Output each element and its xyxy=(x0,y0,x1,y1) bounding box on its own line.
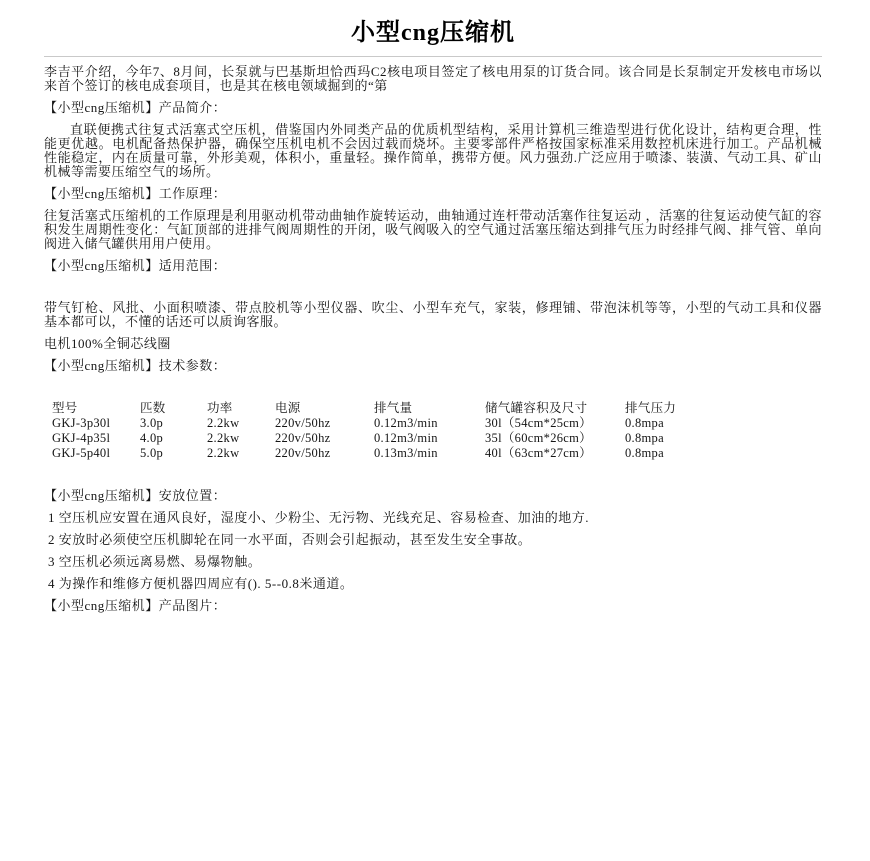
table-cell: 0.8mpa xyxy=(625,416,664,430)
section-heading-placement: 【小型cng压缩机】安放位置： xyxy=(44,488,227,503)
table-cell: 4.0p xyxy=(140,431,164,445)
table-cell: 0.12m3/min xyxy=(374,431,438,445)
section-heading-product-images: 【小型cng压缩机】产品图片： xyxy=(44,598,227,613)
table-cell: 0.13m3/min xyxy=(374,446,438,460)
table-header-row xyxy=(52,401,745,416)
table-cell: 220v/50hz xyxy=(275,416,331,430)
table-cell: 40l（63cm*27cm） xyxy=(485,446,592,460)
column-header-tank: 储气罐容积及尺寸 xyxy=(485,401,588,415)
table-cell: 2.2kw xyxy=(207,446,240,460)
column-header-pressure: 排气压力 xyxy=(625,401,677,415)
page-title: 小型cng压缩机 xyxy=(351,20,515,46)
document-page xyxy=(0,19,870,613)
table-cell: 220v/50hz xyxy=(275,446,331,460)
column-header-displacement: 排气量 xyxy=(374,401,413,415)
application-scope-paragraph: 带气钉枪、风批、小面积喷漆、带点胶机等小型仪器、吹尘、小型车充气，家装，修理铺、带泡沫机等等，小型的气动工具和仪器基本都可以，不懂的话还可以质询客服。 xyxy=(44,300,822,329)
table-row xyxy=(52,431,745,446)
table-cell: GKJ-3p30l xyxy=(52,416,111,430)
table-cell: 2.2kw xyxy=(207,431,240,445)
table-cell: 2.2kw xyxy=(207,416,240,430)
table-row xyxy=(52,446,745,461)
section-heading-product-intro: 【小型cng压缩机】产品简介： xyxy=(44,100,227,115)
column-header-model: 型号 xyxy=(52,401,78,415)
divider xyxy=(44,56,822,57)
table-cell: GKJ-4p35l xyxy=(52,431,111,445)
product-intro-paragraph: 直联便携式往复式活塞式空压机，借鉴国内外同类产品的优质机型结构，采用计算机三维造型进行优化设计，结构更合理，性能更优越。电机配备热保护器，确保空压机电机不会因过载而烧坏。主要零部件严格按国家标准采用数控机床进行加工。产品机械性能稳定，内在质量可靠，外形美观，体积小，重量轻。操作简单，携带方便。风力强劲.广泛应用于喷漆、装潢、气动工具、矿山机械等需要压缩空气的场所。 xyxy=(44,122,822,179)
column-header-power: 功率 xyxy=(207,401,233,415)
table-cell: 0.8mpa xyxy=(625,431,664,445)
intro-paragraph: 李吉平介绍，今年7、8月间，长泵就与巴基斯坦恰西玛C2核电项目签定了核电用泵的订货合同。该合同是长泵制定开发核电市场以来首个签订的核电成套项目，也是其在核电领域掘到的“第 xyxy=(44,64,822,93)
table-cell: 220v/50hz xyxy=(275,431,331,445)
column-header-supply: 电源 xyxy=(275,401,301,415)
table-cell: 30l（54cm*25cm） xyxy=(485,416,592,430)
section-heading-working-principle: 【小型cng压缩机】工作原理： xyxy=(44,186,227,201)
placement-item-2: 2 安放时必须使空压机脚轮在同一水平面，否则会引起振动，甚至发生安全事故。 xyxy=(48,532,532,547)
column-header-horsepower: 匹数 xyxy=(140,401,166,415)
working-principle-paragraph: 往复活塞式压缩机的工作原理是利用驱动机带动曲轴作旋转运动，曲轴通过连杆带动活塞作往复运动 ，活塞的往复运动使气缸的容积发生周期性变化：气缸顶部的进排气阀周期性的开闭，吸气阀吸入的空气通过活塞压缩达到排气压力时经排气阀、排气管、单向阀进入储气罐供用用户使用。 xyxy=(44,208,822,251)
table-cell: 3.0p xyxy=(140,416,164,430)
placement-item-4: 4 为操作和维修方便机器四周应有(). 5--0.8米通道。 xyxy=(48,576,354,591)
section-heading-application-scope: 【小型cng压缩机】适用范围： xyxy=(44,258,227,273)
table-cell: 5.0p xyxy=(140,446,164,460)
placement-item-3: 3 空压机必须远离易燃、易爆物触。 xyxy=(48,554,262,569)
section-heading-tech-params: 【小型cng压缩机】技术参数： xyxy=(44,358,227,373)
motor-note: 电机100%全铜芯线圈 xyxy=(44,336,171,351)
table-cell: GKJ-5p40l xyxy=(52,446,111,460)
placement-item-1: 1 空压机应安置在通风良好，湿度小、少粉尘、无污物、光线充足、容易检查、加油的地方. xyxy=(48,510,590,525)
table-cell: 35l（60cm*26cm） xyxy=(485,431,592,445)
table-cell: 0.12m3/min xyxy=(374,416,438,430)
table-row xyxy=(52,416,745,431)
spec-table xyxy=(52,401,745,461)
table-cell: 0.8mpa xyxy=(625,446,664,460)
document-content xyxy=(44,19,822,613)
